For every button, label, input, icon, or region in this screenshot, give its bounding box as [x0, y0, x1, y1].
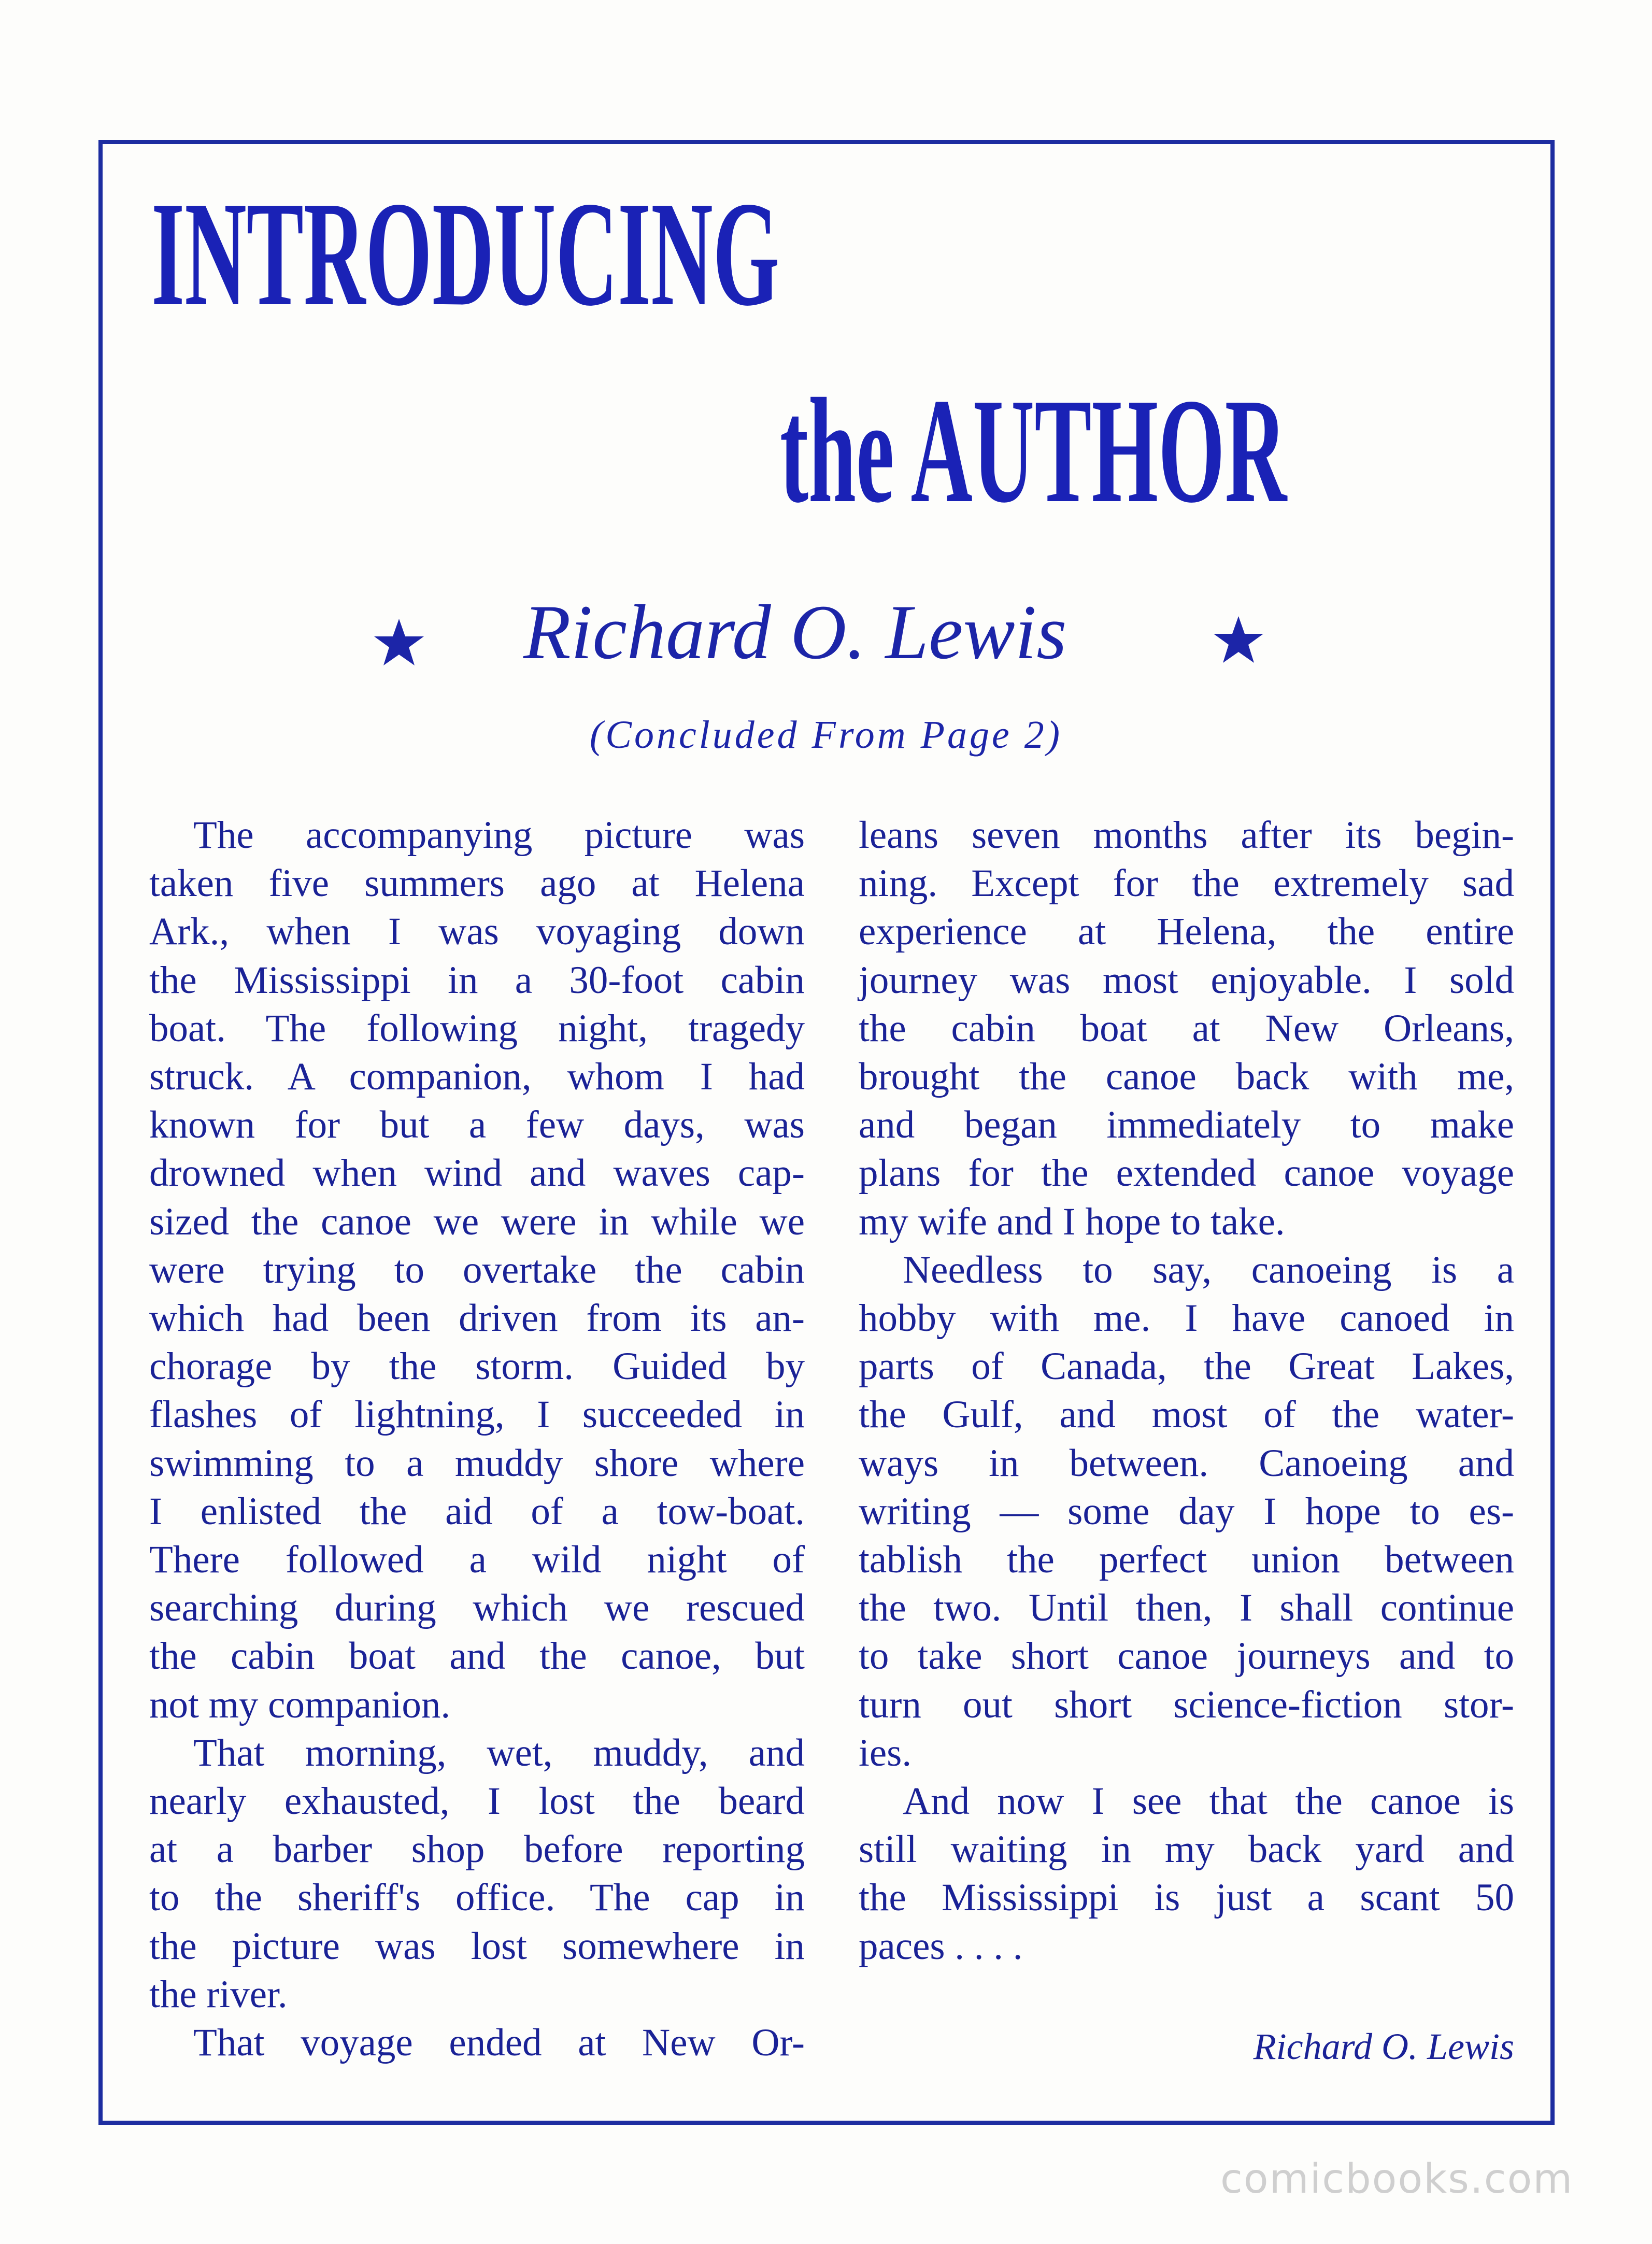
- text-line: drowned when wind and waves cap-: [149, 1152, 805, 1195]
- text-line: I enlisted the aid of a tow-boat.: [149, 1489, 805, 1533]
- text-line: flashes of lightning, I succeeded in: [149, 1393, 805, 1437]
- text-line: ways in between. Canoeing and: [859, 1441, 1514, 1485]
- text-line: and began immediately to make: [859, 1103, 1514, 1147]
- text-line: Ark., when I was voyaging down: [149, 910, 805, 954]
- text-line: to the sheriff's office. The cap in: [149, 1876, 805, 1920]
- article-column-left: [149, 811, 805, 2067]
- text-line: at a barber shop before reporting: [149, 1828, 805, 1871]
- text-line: And now I see that the canoe is: [903, 1780, 1514, 1823]
- text-line: The accompanying picture was: [193, 814, 805, 857]
- text-line: my wife and I hope to take.: [859, 1200, 1285, 1243]
- text-line: There followed a wild night of: [149, 1538, 805, 1582]
- text-line: paces . . . .: [859, 1924, 1023, 1968]
- text-line: the river.: [149, 1972, 288, 2016]
- text-line: ning. Except for the extremely sad: [859, 862, 1514, 905]
- text-line: sized the canoe we were in while we: [149, 1200, 805, 1243]
- text-line: writing — some day I hope to es-: [859, 1489, 1514, 1533]
- text-line: hobby with me. I have canoed in: [859, 1297, 1514, 1340]
- text-line: still waiting in my back yard and: [859, 1828, 1514, 1871]
- text-line: journey was most enjoyable. I sold: [859, 958, 1514, 1002]
- text-line: the Mississippi in a 30-foot cabin: [149, 958, 805, 1002]
- text-line: known for but a few days, was: [149, 1103, 805, 1147]
- site-watermark: comicbooks.com: [1220, 2156, 1574, 2203]
- text-line: chorage by the storm. Guided by: [149, 1345, 805, 1388]
- text-line: the cabin boat and the canoe, but: [149, 1635, 805, 1678]
- text-line: nearly exhausted, I lost the beard: [149, 1780, 805, 1823]
- star-icon: [373, 617, 425, 669]
- text-line: tablish the perfect union between: [859, 1538, 1514, 1582]
- author-byline: [0, 589, 1652, 681]
- text-line: That morning, wet, muddy, and: [193, 1731, 805, 1774]
- text-line: swimming to a muddy shore where: [149, 1441, 805, 1485]
- text-line: turn out short science-fiction stor-: [859, 1683, 1514, 1726]
- author-name: Richard O. Lewis: [523, 589, 1067, 675]
- article-column-right: [859, 811, 1514, 1970]
- text-line: not my companion.: [149, 1683, 451, 1726]
- headline-the-author: the AUTHOR: [780, 367, 1287, 534]
- text-line: searching during which we rescued: [149, 1586, 805, 1630]
- continuation-note: (Concluded From Page 2): [589, 713, 1063, 757]
- text-line: the Mississippi is just a scant 50: [859, 1876, 1514, 1920]
- text-line: leans seven months after its begin-: [859, 814, 1514, 857]
- text-line: which had been driven from its an-: [149, 1297, 805, 1340]
- text-line: the Gulf, and most of the water-: [859, 1393, 1514, 1437]
- text-line: boat. The following night, tragedy: [149, 1006, 805, 1050]
- headline-introducing: INTRODUCING: [151, 171, 780, 337]
- text-line: were trying to overtake the cabin: [149, 1248, 805, 1291]
- text-line: taken five summers ago at Helena: [149, 862, 805, 905]
- text-line: experience at Helena, the entire: [859, 910, 1514, 954]
- text-line: brought the canoe back with me,: [859, 1055, 1514, 1099]
- star-icon: [1213, 614, 1264, 666]
- text-line: That voyage ended at New Or-: [193, 2021, 805, 2065]
- text-line: the two. Until then, I shall continue: [859, 1586, 1514, 1630]
- text-line: ies.: [859, 1731, 912, 1774]
- text-line: struck. A companion, whom I had: [149, 1055, 805, 1099]
- text-line: Needless to say, canoeing is a: [903, 1248, 1514, 1291]
- text-line: parts of Canada, the Great Lakes,: [859, 1345, 1514, 1388]
- text-line: plans for the extended canoe voyage: [859, 1152, 1514, 1195]
- text-line: the cabin boat at New Orleans,: [859, 1006, 1514, 1050]
- author-signature: Richard O. Lewis: [1253, 2026, 1514, 2067]
- text-line: to take short canoe journeys and to: [859, 1635, 1514, 1678]
- text-line: the picture was lost somewhere in: [149, 1924, 805, 1968]
